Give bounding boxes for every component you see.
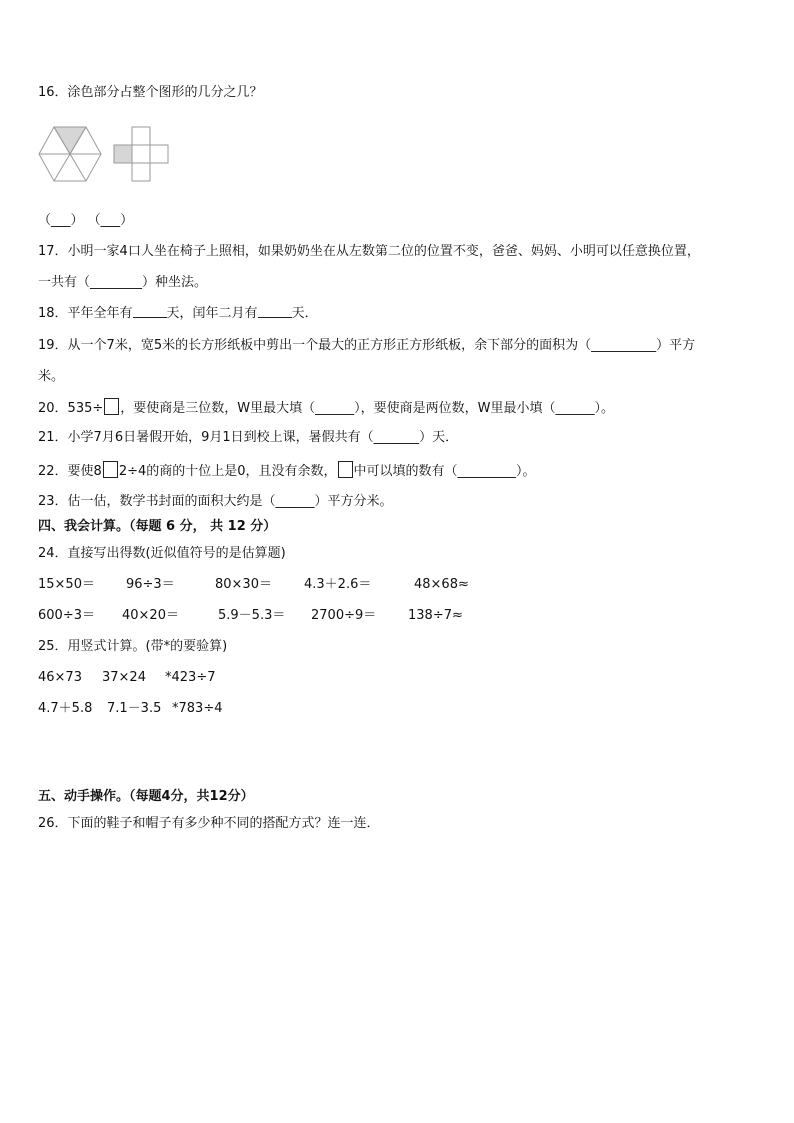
q26-text: 26．下面的鞋子和帽子有多少种不同的搭配方式？连一连． (38, 816, 380, 831)
q24-r1-c2: 96÷3＝ (126, 577, 175, 592)
q20-part-b: ，要使商是三位数，W里最大填（______），要使商是两位数，W里最小填（______）。 (120, 401, 614, 416)
q18-blank-1 (133, 305, 167, 318)
q25-r2-c2: 7.1－3.5 (107, 701, 162, 716)
q16-text: 16．涂色部分占整个图形的几分之几？ (38, 85, 263, 100)
q24-r2-c3: 5.9－5.3＝ (218, 608, 286, 623)
q18 (38, 305, 318, 323)
q24-r2-c5: 138÷7≈ (408, 608, 463, 623)
section5-title: 五、动手操作。（每题4分，共12分） (38, 789, 254, 804)
q20-part-a: 20．535÷ (38, 401, 104, 416)
q24-r2-c2: 40×20＝ (122, 608, 179, 623)
q24-r1-c1: 15×50＝ (38, 577, 95, 592)
cube-net-shaded-face (114, 145, 132, 163)
hexagon-shaded-part (54, 127, 86, 154)
q21: 21．小学7月6日暑假开始，9月1日到校上课，暑假共有（_______）天． (38, 430, 459, 445)
q17-line2: 一共有（________）种坐法。 (38, 275, 208, 290)
q22-part-a: 22．要使8 (38, 464, 102, 479)
q19-line1: 19．从一个7米，宽5米的长方形纸板中剪出一个最大的正方形正方形纸板，余下部分的面积为（__________）平方 (38, 338, 696, 353)
q18-part-c: 天． (291, 306, 318, 321)
q22-box-1 (103, 461, 118, 478)
q25-r1-c2: 37×24 (102, 670, 146, 685)
q22-part-b: 2÷4的商的十位上是0，且没有余数， (118, 464, 337, 479)
q24-r1-c5: 48×68≈ (414, 577, 469, 592)
q17-line1: 17．小明一家4口人坐在椅子上照相，如果奶奶坐在从左数第二位的位置不变，爸爸、妈妈、小明可以任意换位置， (38, 244, 700, 259)
section4-title: 四、我会计算。（每题 6 分， 共 12 分） (38, 519, 277, 534)
q22-box-2 (338, 461, 353, 478)
q18-part-a: 18．平年全年有 (38, 306, 133, 321)
q23: 23．估一估，数学书封面的面积大约是（______）平方分米。 (38, 494, 393, 509)
q22 (38, 461, 536, 481)
q25-r1-c1: 46×73 (38, 670, 82, 685)
q24-r1-c3: 80×30＝ (215, 577, 272, 592)
q25-r1-c3: *423÷7 (165, 670, 216, 685)
q22-part-c: 中可以填的数有（_________）。 (353, 464, 536, 479)
q16-answer-blanks: （___） （___） (38, 213, 134, 228)
cube-net-figure (112, 126, 176, 182)
q25-text: 25．用竖式计算。(带*的要验算) (38, 639, 228, 654)
q25-r2-c1: 4.7＋5.8 (38, 701, 93, 716)
q24-r1-c4: 4.3＋2.6＝ (304, 577, 372, 592)
q20 (38, 398, 614, 418)
q18-blank-2 (258, 305, 292, 318)
q24-text: 24．直接写出得数(近似值符号的是估算题) (38, 546, 286, 561)
hexagon-figure (38, 126, 102, 182)
q19-line2: 米。 (38, 369, 65, 384)
q24-r2-c1: 600÷3＝ (38, 608, 95, 623)
q20-box (104, 398, 119, 415)
q18-part-b: 天，闰年二月有 (166, 306, 258, 321)
q25-r2-c3: *783÷4 (172, 701, 223, 716)
q24-r2-c4: 2700÷9＝ (311, 608, 377, 623)
